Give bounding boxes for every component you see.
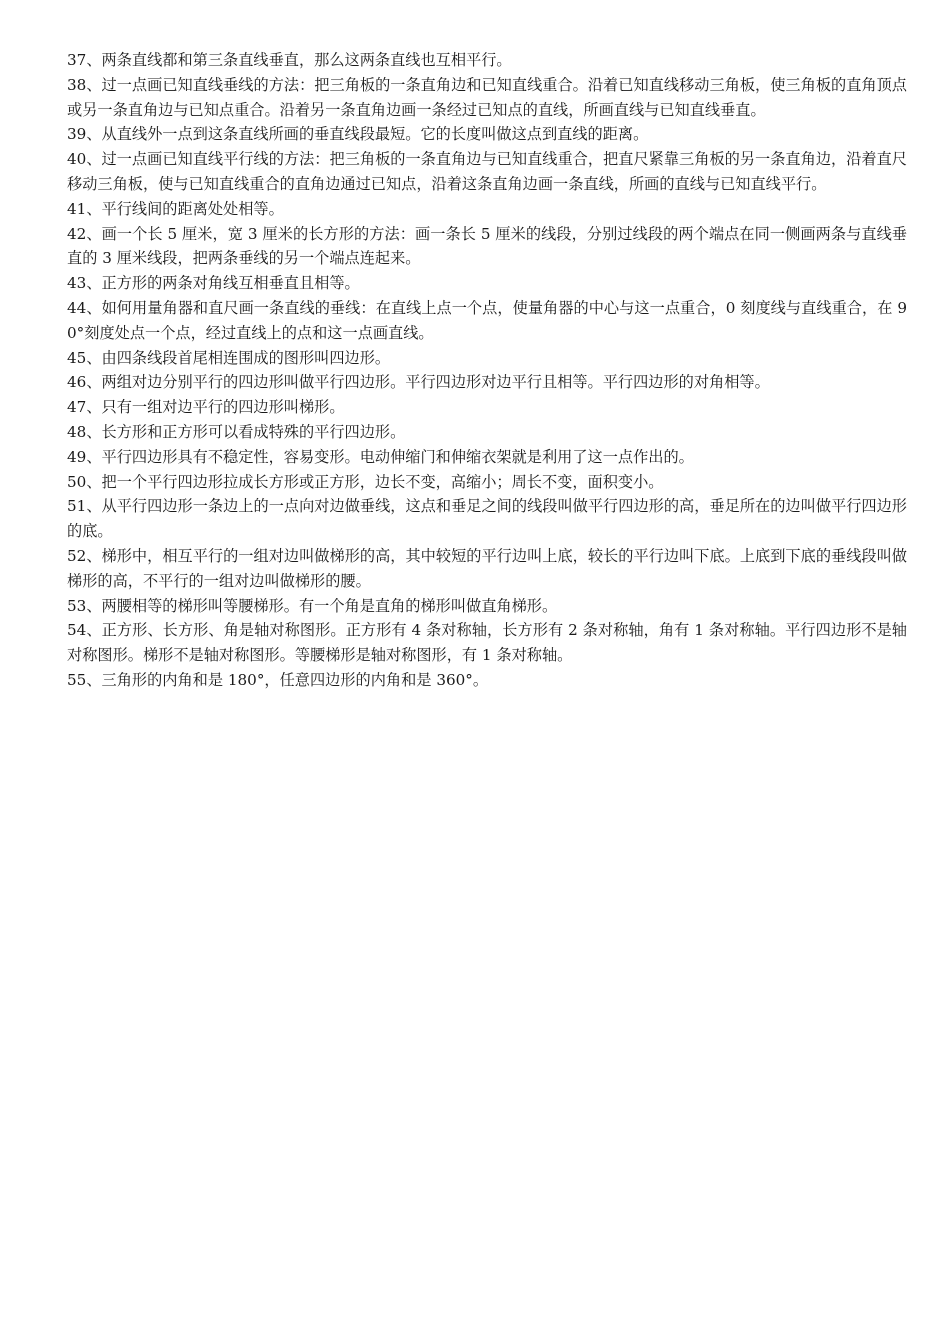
item-47: 47、只有一组对边平行的四边形叫梯形。 [67,398,345,417]
item-43: 43、正方形的两条对角线互相垂直且相等。 [67,274,360,293]
item-37: 37、两条直线都和第三条直线垂直，那么这两条直线也互相平行。 [67,51,512,69]
item-46: 46、两组对边分别平行的四边形叫做平行四边形。平行四边形对边平行且相等。平行四边形的对角相等。 [67,373,770,392]
item-51: 51、从平行四边形一条边上的一点向对边做垂线，这点和垂足之间的线段叫做平行四边形的高，垂足所在的边叫做平行四边形的底。 [67,497,907,541]
item-42: 42、画一个长 5 厘米，宽 3 厘米的长方形的方法：画一条长 5 厘米的线段，分别过线段的两个端点在同一侧画两条与直线垂直的 3 厘米线段，把两条垂线的另一个端点连起来。 [67,224,907,268]
item-39: 39、从直线外一点到这条直线所画的垂直线段最短。它的长度叫做这点到直线的距离。 [67,125,649,144]
item-53: 53、两腰相等的梯形叫等腰梯形。有一个角是直角的梯形叫做直角梯形。 [67,596,558,615]
item-50: 50、把一个平行四边形拉成长方形或正方形，边长不变，高缩小；周长不变，面积变小。 [67,472,664,491]
item-41: 41、平行线间的距离处处相等。 [67,199,284,218]
item-44: 44、如何用量角器和直尺画一条直线的垂线：在直线上点一个点，使量角器的中心与这一点重合，0 刻度线与直线重合，在 90°刻度处点一个点，经过直线上的点和这一点画直线。 [67,298,907,342]
item-52: 52、梯形中，相互平行的一组对边叫做梯形的高，其中较短的平行边叫上底，较长的平行边叫下底。上底到下底的垂线段叫做梯形的高，不平行的一组对边叫做梯形的腰。 [67,546,907,590]
document-page [67,48,907,693]
item-55: 55、三角形的内角和是 180°，任意四边形的内角和是 360°。 [67,670,489,689]
item-40: 40、过一点画已知直线平行线的方法：把三角板的一条直角边与已知直线重合，把直尺紧靠三角板的另一条直角边，沿着直尺移动三角板，使与已知直线重合的直角边通过已知点，沿着这条直角边画一条直线，所画的直线与已知直线平行。 [67,150,907,193]
item-45: 45、由四条线段首尾相连围成的图形叫四边形。 [67,348,391,367]
item-49: 49、平行四边形具有不稳定性，容易变形。电动伸缩门和伸缩衣架就是利用了这一点作出的。 [67,447,694,466]
item-48: 48、长方形和正方形可以看成特殊的平行四边形。 [67,422,406,441]
item-54: 54、正方形、长方形、角是轴对称图形。正方形有 4 条对称轴，长方形有 2 条对称轴，角有 1 条对称轴。平行四边形不是轴对称图形。梯形不是轴对称图形。等腰梯形是轴对称图形，有 1 条对称轴。 [67,621,907,665]
item-38: 38、过一点画已知直线垂线的方法：把三角板的一条直角边和已知直线重合。沿着已知直线移动三角板，使三角板的直角顶点或另一条直角边与已知点重合。沿着另一条直角边画一条经过已知点的直线，所画直线与已知直线垂直。 [67,75,907,119]
